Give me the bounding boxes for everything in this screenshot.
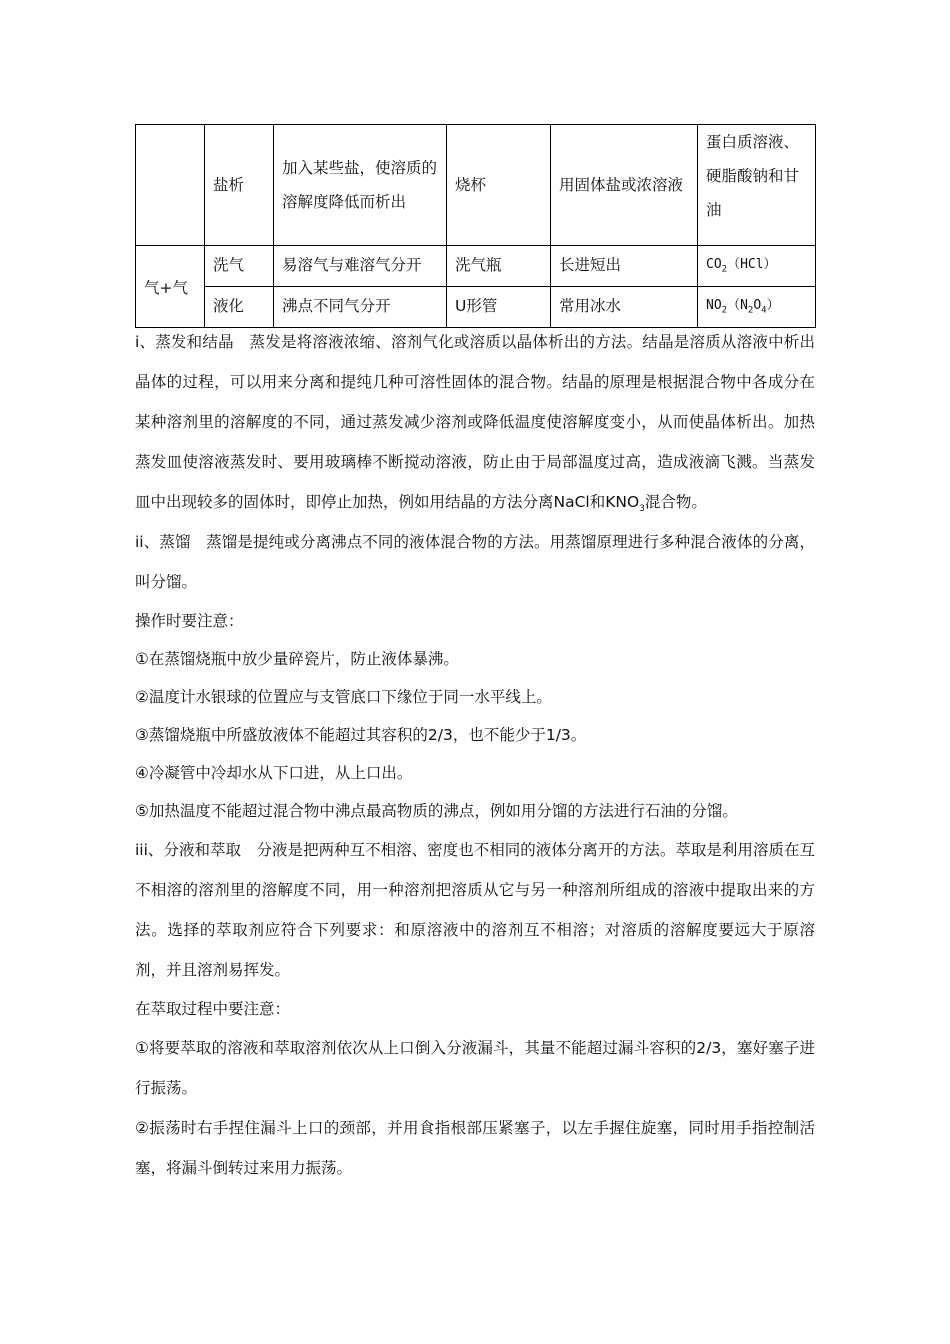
note-cell: 常用冰水	[551, 287, 698, 328]
method-name-cell: 洗气	[205, 246, 274, 287]
separation-methods-table	[135, 124, 816, 328]
paragraph-text: i、蒸发和结晶 蒸发是将溶液浓缩、溶剂气化或溶质以晶体析出的方法。结晶是溶质从溶液中析出晶体的过程，可以用来分离和提纯几种可溶性固体的混合物。结晶的原理是根据混合物中各成分在某种溶剂里的溶解度的不同，通过蒸发减少溶剂或降低温度使溶解度变小，从而使晶体析出。加热蒸发皿使溶液蒸发时、要用玻璃棒不断搅动溶液，防止由于局部温度过高，造成液滴飞溅。当蒸发皿中出现较多的固体时，即停止加热，例如用结晶的方法分离NaCl和KNO	[135, 333, 815, 511]
apparatus-cell: U形管	[447, 287, 551, 328]
distill-point: ③蒸馏烧瓶中所盛放液体不能超过其容积的2/3，也不能少于1/3。	[135, 726, 587, 744]
formula-part: （HCl）	[727, 257, 777, 272]
distill-point: ⑤加热温度不能超过混合物中沸点最高物质的沸点，例如用分馏的方法进行石油的分馏。	[135, 802, 738, 820]
note-cell: 用固体盐或浓溶液	[551, 125, 698, 246]
example-cell	[698, 246, 816, 287]
extract-point: ①将要萃取的溶液和萃取溶剂依次从上口倒入分液漏斗，其量不能超过漏斗容积的2/3，塞好塞子进行振荡。	[135, 1039, 815, 1097]
group-label-cell: 气+气	[136, 246, 205, 328]
distill-point: ①在蒸馏烧瓶中放少量碎瓷片，防止液体暴沸。	[135, 650, 459, 668]
body-text	[135, 322, 815, 1188]
table-row	[136, 246, 816, 287]
formula-subscript: 2	[747, 305, 754, 316]
paragraph-text: 混合物。	[644, 493, 707, 511]
table-cell-empty	[136, 125, 205, 246]
formula-subscript: 3	[639, 504, 645, 515]
formula-part: ）	[766, 298, 780, 313]
distill-point: ④冷凝管中冷却水从下口进，从上口出。	[135, 764, 413, 782]
paragraph-extraction: iii、分液和萃取 分液是把两种互不相溶、密度也不相同的液体分离开的方法。萃取是利用溶质在互不相溶的溶剂里的溶解度不同，用一种溶剂把溶质从它与另一种溶剂所组成的溶液中提取出来的方法。选择的萃取剂应符合下列要求：和原溶液中的溶剂互不相溶；对溶质的溶解度要远大于原溶剂，并且溶剂易挥发。	[135, 841, 815, 979]
formula-part: O	[753, 298, 762, 313]
formula-subscript: 2	[721, 305, 728, 316]
table-row	[136, 125, 816, 246]
note-cell: 长进短出	[551, 246, 698, 287]
formula-subscript: 2	[721, 264, 728, 275]
paragraph-distillation: ii、蒸馏 蒸馏是提纯或分离沸点不同的液体混合物的方法。用蒸馏原理进行多种混合液体的分离，叫分馏。	[135, 533, 815, 591]
formula-subscript: 4	[761, 305, 767, 316]
formula-part: NO	[706, 298, 722, 313]
method-desc-cell: 易溶气与难溶气分开	[274, 246, 447, 287]
formula-part: CO	[706, 257, 722, 272]
attention-label: 在萃取过程中要注意：	[135, 1000, 291, 1018]
example-cell: 蛋白质溶液、硬脂酸钠和甘油	[698, 125, 816, 246]
method-desc-cell: 沸点不同气分开	[274, 287, 447, 328]
apparatus-cell: 洗气瓶	[447, 246, 551, 287]
formula-part: （N	[727, 298, 748, 313]
apparatus-cell: 烧杯	[447, 125, 551, 246]
method-desc-cell: 加入某些盐，使溶质的溶解度降低而析出	[274, 125, 447, 246]
extract-point: ②振荡时右手捏住漏斗上口的颈部，并用食指根部压紧塞子，以左手握住旋塞，同时用手指控制活塞，将漏斗倒转过来用力振荡。	[135, 1119, 815, 1177]
method-name-cell: 盐析	[205, 125, 274, 246]
distill-point: ②温度计水银球的位置应与支管底口下缘位于同一水平线上。	[135, 688, 552, 706]
method-name-cell: 液化	[205, 287, 274, 328]
paragraph-evaporation	[135, 322, 815, 522]
attention-label: 操作时要注意：	[135, 612, 244, 630]
